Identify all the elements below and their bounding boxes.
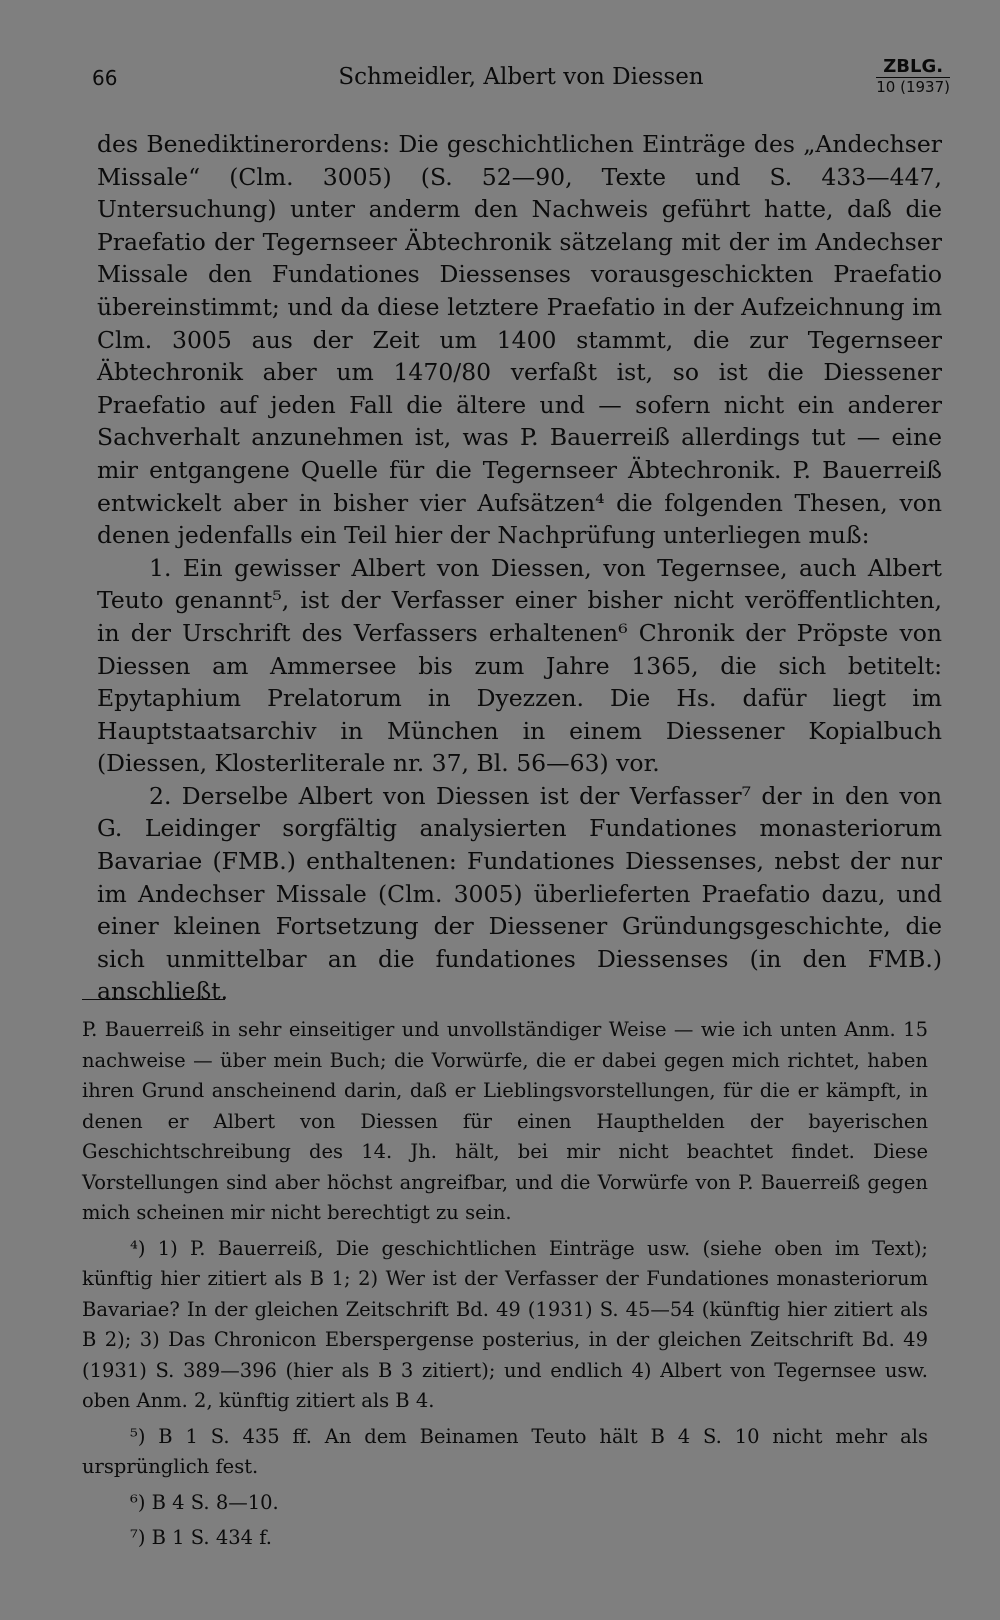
running-title: Schmeidler, Albert von Diessen	[338, 64, 704, 90]
journal-abbreviation: ZBLG.	[883, 56, 944, 77]
footnote-6: ⁶) B 4 S. 8—10.	[130, 1490, 279, 1514]
footnote-7: ⁷) B 1 S. 434 f.	[130, 1526, 272, 1549]
main-text	[97, 128, 942, 1008]
footnote-5: ⁵) B 1 S. 435 ff. An dem Beinamen Teuto hält B 4 S. 10 nicht mehr als ursprünglich fest.	[82, 1424, 928, 1478]
thesis-2-paragraph: 2. Derselbe Albert von Diessen ist der Verfasser⁷ der in den von G. Leidinger sorgfältig analysierten Fundationes monasteriorum Bavariae (FMB.) enthaltenen: Fundationes Diessenses, nebst der nur im Andechser Missale (Clm. 3005) überlieferten Praefatio dazu, und einer kleinen Fortsetzung der Diessener Gründungsgeschichte, die sich unmittelbar an die fundationes Diessenses (in den FMB.) anschließt.	[97, 781, 942, 1006]
footnote-separator	[82, 999, 225, 1000]
page-number: 66	[92, 66, 118, 90]
body-paragraph: des Benediktinerordens: Die geschichtlichen Einträge des „Andechser Missale“ (Clm. 3005) (S. 52—90, Texte und S. 433—447, Untersuchung) unter anderm den Nachweis geführt hatte, daß die Praefatio der Tegernseer Äbtechronik sätzelang mit der im Andechser Missale den Fundationes Diessenses vorausgeschickten Praefatio übereinstimmt; und da diese letztere Praefatio in der Aufzeichnung im Clm. 3005 aus der Zeit um 1400 stammt, die zur Tegernseer Äbtechronik aber um 1470/80 verfaßt ist, so ist die Diessener Praefatio auf jeden Fall die ältere und — sofern nicht ein anderer Sachverhalt anzunehmen ist, was P. Bauerreiß allerdings tut — eine mir entgangene Quelle für die Tegernseer Äbtechronik. P. Bauerreiß entwickelt aber in bisher vier Aufsätzen⁴ die folgenden Thesen, von denen jedenfalls ein Teil hier der Nachprüfung unterliegen muß:	[97, 130, 942, 550]
thesis-1-paragraph: 1. Ein gewisser Albert von Diessen, von Tegernsee, auch Albert Teuto genannt⁵, ist der Verfasser einer bisher nicht veröffentlichten, in der Urschrift des Verfassers erhaltenen⁶ Chronik der Pröpste von Diessen am Ammersee bis zum Jahre 1365, die sich betitelt: Epytaphium Prelatorum in Dyezzen. Die Hs. dafür liegt im Hauptstaatsarchiv in München in einem Diessener Kopialbuch (Diessen, Klosterliterale nr. 37, Bl. 56—63) vor.	[97, 553, 942, 778]
footnote-4: ⁴) 1) P. Bauerreiß, Die geschichtlichen Einträge usw. (siehe oben im Text); künftig hier zitiert als B 1; 2) Wer ist der Verfasser der Fundationes monasteriorum Bavariae? In der gleichen Zeitschrift Bd. 49 (1931) S. 45—54 (künftig hier zitiert als B 2); 3) Das Chronicon Eberspergense posterius, in der gleichen Zeitschrift Bd. 49 (1931) S. 389—396 (hier als B 3 zitiert); und endlich 4) Albert von Tegernsee usw. oben Anm. 2, künftig zitiert als B 4.	[82, 1236, 928, 1412]
page-header	[92, 58, 950, 110]
journal-reference	[876, 58, 950, 95]
footnotes	[82, 1015, 928, 1554]
footnote-continued: P. Bauerreiß in sehr einseitiger und unvollständiger Weise — wie ich unten Anm. 15 nachweise — über mein Buch; die Vorwürfe, die er dabei gegen mich richtet, haben ihren Grund anscheinend darin, daß er Lieblingsvorstellungen, für die er kämpft, in denen er Albert von Diessen für einen Haupthelden der bayerischen Geschichtschreibung des 14. Jh. hält, bei mir nicht beachtet findet. Diese Vorstellungen sind aber höchst angreifbar, und die Vorwürfe von P. Bauerreiß gegen mich scheinen mir nicht berechtigt zu sein.	[82, 1018, 928, 1224]
journal-volume: 10 (1937)	[876, 78, 950, 96]
